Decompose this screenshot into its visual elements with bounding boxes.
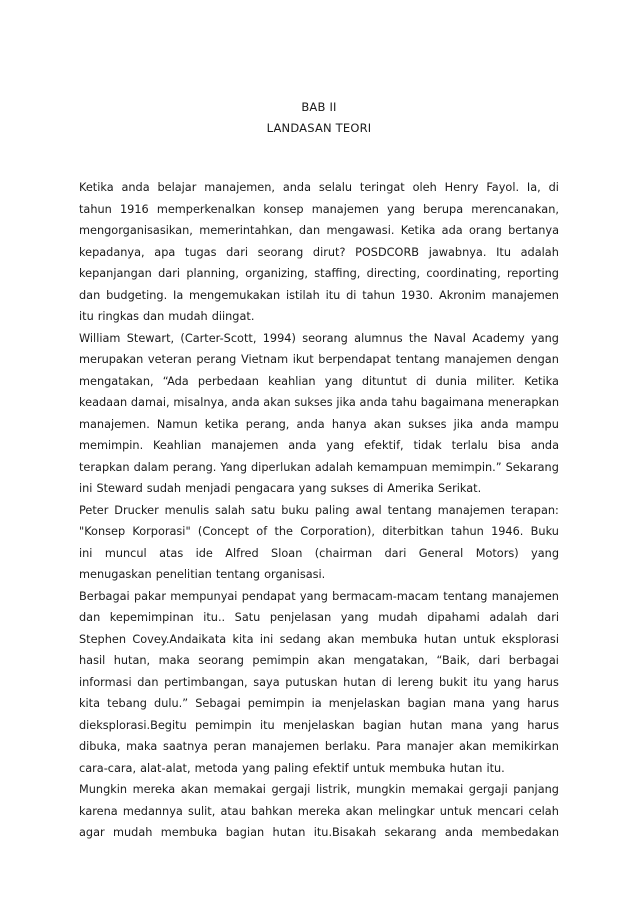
body-text xyxy=(79,177,559,844)
text-line: cara-cara, alat-alat, metoda yang paling efektif untuk membuka hutan itu. xyxy=(79,761,505,775)
text-line: mengorganisasikan, memerintahkan, dan mengawasi. Ketika ada orang bertanya xyxy=(79,224,559,237)
text-line: mengatakan, “Ada perbedaan keahlian yang dituntut di dunia militer. Ketika xyxy=(79,374,559,388)
text-line: karena medannya sulit, atau bahkan mereka akan melingkar untuk mencari celah xyxy=(79,804,559,818)
text-line: kita tebang dulu.” Sebagai pemimpin ia menjelaskan bagian mana yang harus xyxy=(79,697,559,710)
text-line: dibuka, maka saatnya peran manajemen berlaku. Para manajer akan memikirkan xyxy=(79,740,559,753)
text-line: "Konsep Korporasi" (Concept of the Corporation), diterbitkan tahun 1946. Buku xyxy=(79,525,559,538)
text-line: Berbagai pakar mempunyai pendapat yang bermacam-macam tentang manajemen xyxy=(79,589,559,603)
text-line: Stephen Covey.Andaikata kita ini sedang akan membuka hutan untuk eksplorasi xyxy=(79,632,559,646)
text-line: informasi dan pertimbangan, saya putuskan hutan di lereng bukit itu yang harus xyxy=(79,675,559,689)
text-line: merupakan veteran perang Vietnam ikut berpendapat tentang manajemen dengan xyxy=(79,353,559,366)
text-line: Peter Drucker menulis salah satu buku paling awal tentang manajemen terapan: xyxy=(79,503,559,517)
text-line: kepanjangan dari planning, organizing, staffing, directing, coordinating, reporting xyxy=(79,267,559,280)
text-line: kepadanya, apa tugas dari seorang dirut? POSDCORB jawabnya. Itu adalah xyxy=(79,245,559,259)
text-line: keadaan damai, misalnya, anda akan sukses jika anda tahu bagaimana menerapkan xyxy=(79,396,559,409)
text-line: itu ringkas dan mudah diingat. xyxy=(79,310,255,323)
text-line: William Stewart, (Carter-Scott, 1994) seorang alumnus the Naval Academy yang xyxy=(79,331,559,345)
text-line: ini Steward sudah menjadi pengacara yang sukses di Amerika Serikat. xyxy=(79,482,482,495)
chapter-title: LANDASAN TEORI xyxy=(266,121,372,135)
text-line: ini muncul atas ide Alfred Sloan (chairman dari General Motors) yang xyxy=(79,546,559,560)
text-line: memimpin. Keahlian manajemen anda yang efektif, tidak terlalu bisa anda xyxy=(79,439,559,452)
text-line: dieksplorasi.Begitu pemimpin itu menjelaskan bagian hutan mana yang harus xyxy=(79,718,559,732)
text-line: menugaskan penelitian tentang organisasi. xyxy=(79,568,326,581)
text-line: agar mudah membuka bagian hutan itu.Bisakah sekarang anda membedakan xyxy=(79,826,559,839)
text-line: tahun 1916 memperkenalkan konsep manajemen yang berupa merencanakan, xyxy=(79,202,559,216)
text-line: manajemen. Namun ketika perang, anda hanya akan sukses jika anda mampu xyxy=(79,417,559,431)
text-line: dan kepemimpinan itu.. Satu penjelasan yang mudah dipahami adalah dari xyxy=(79,611,559,624)
chapter-number: BAB II xyxy=(301,100,337,114)
text-line: dan budgeting. Ia mengemukakan istilah itu di tahun 1930. Akronim manajemen xyxy=(79,288,559,302)
text-line: terapkan dalam perang. Yang diperlukan adalah kemampuan memimpin.” Sekarang xyxy=(79,460,559,474)
text-line: Mungkin mereka akan memakai gergaji listrik, mungkin memakai gergaji panjang xyxy=(79,783,559,796)
text-line: hasil hutan, maka seorang pemimpin akan mengatakan, “Baik, dari berbagai xyxy=(79,654,559,667)
text-line: Ketika anda belajar manajemen, anda selalu teringat oleh Henry Fayol. Ia, di xyxy=(79,181,559,194)
